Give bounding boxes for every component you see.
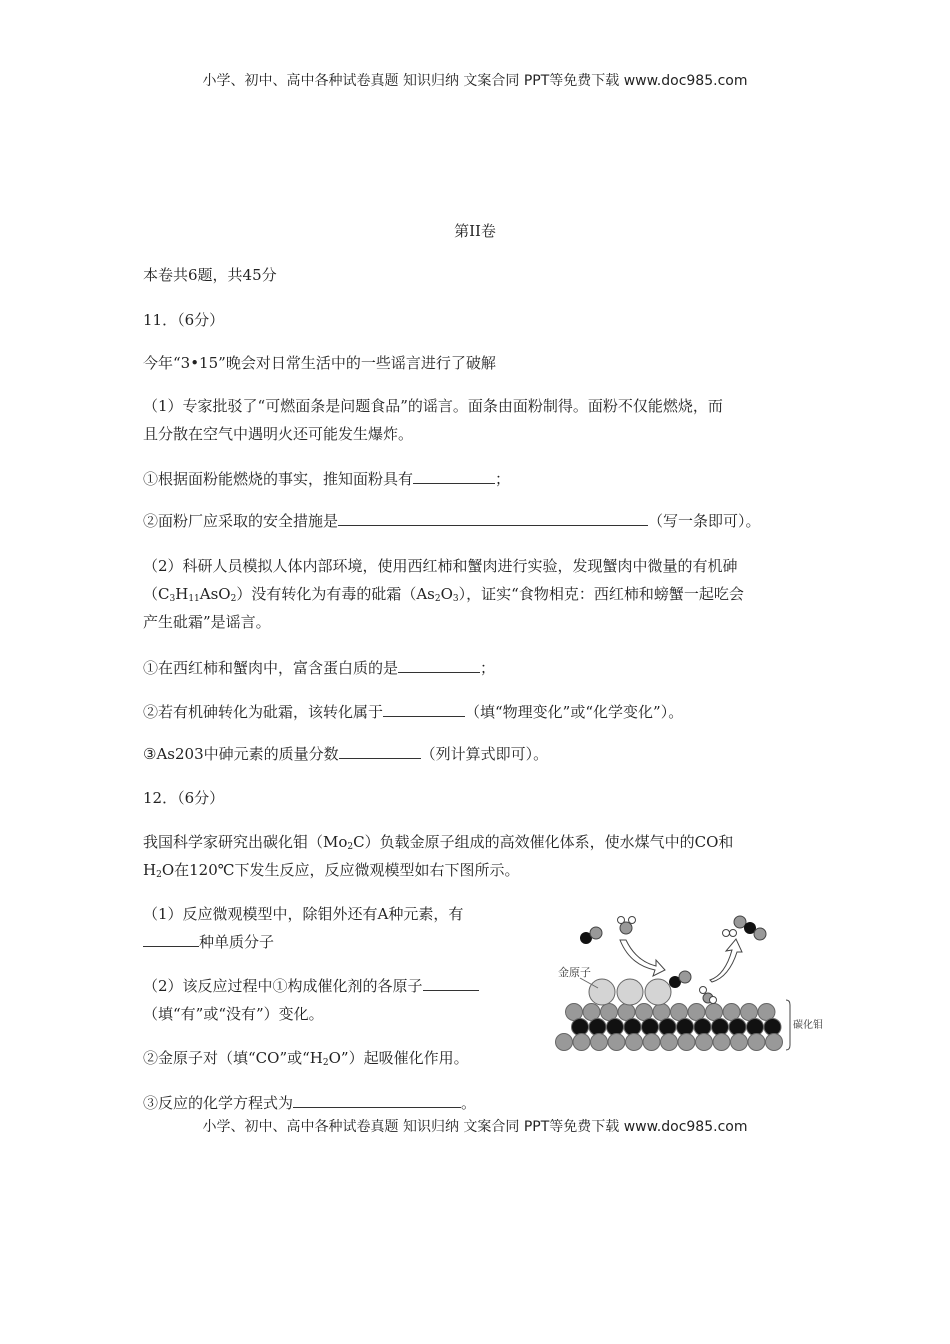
text: C）负载金原子组成的高效催化体系，使水煤气中的CO和 [353, 833, 734, 851]
atom [566, 1004, 583, 1021]
atom [671, 1004, 688, 1021]
answer-blank[interactable] [413, 469, 495, 484]
atom [618, 1004, 635, 1021]
text: （列计算式即可）。 [420, 745, 549, 763]
molybdenum-carbide-layers [556, 1004, 783, 1051]
atom [731, 1034, 748, 1051]
text: AsO [199, 585, 231, 603]
text: ③As203中砷元素的质量分数 [143, 745, 339, 763]
atom [766, 1034, 783, 1051]
atom [706, 1004, 723, 1021]
answer-blank[interactable] [293, 1093, 461, 1108]
atom [741, 1004, 758, 1021]
atom [636, 1004, 653, 1021]
atom [572, 1019, 589, 1036]
text: （填“物理变化”或“化学变化”）。 [465, 703, 684, 721]
atom [678, 1034, 695, 1051]
q11-p2-line3: 产生砒霜”是谣言。 [143, 613, 271, 631]
q11-p2-b [143, 702, 683, 722]
atom [748, 1034, 765, 1051]
text: O [440, 585, 453, 603]
subscript: 2 [156, 870, 162, 880]
atom [601, 1004, 618, 1021]
text: ； [480, 659, 496, 677]
atom [758, 1004, 775, 1021]
arrow-out-icon [710, 939, 742, 982]
atom [556, 1034, 573, 1051]
q11-p2-a [143, 658, 495, 678]
carbide-label: 碳化钼 [793, 1020, 823, 1031]
text: O”）起吸催化作用。 [328, 1049, 469, 1067]
text: ①在西红柿和蟹肉中，富含蛋白质的是 [143, 659, 399, 677]
reaction-model-figure [550, 900, 840, 1060]
arrow-in-icon [620, 940, 665, 976]
q11-p1-b [143, 511, 761, 531]
answer-blank[interactable] [398, 658, 480, 673]
subscript: 3 [452, 594, 459, 604]
atom [696, 1034, 713, 1051]
gold-atom-label: 金原子 [558, 966, 591, 979]
atom [589, 1019, 606, 1036]
atom [608, 1034, 625, 1051]
bracket [786, 1000, 790, 1050]
text: H [175, 585, 189, 603]
section-title: 第II卷 [454, 222, 496, 240]
atom [661, 1034, 678, 1051]
q11-number: 11．（6分） [143, 311, 225, 329]
atom [653, 1004, 670, 1021]
text: ②若有机砷转化为砒霜，该转化属于 [143, 703, 384, 721]
q12-p1-line2 [143, 932, 274, 952]
subscript: 2 [347, 842, 354, 852]
q12-number: 12．（6分） [143, 789, 225, 807]
q12-p2-line1 [143, 976, 479, 996]
q11-p2-c [143, 744, 548, 764]
answer-blank[interactable] [339, 744, 421, 759]
text: 种单质分子 [199, 933, 275, 951]
text: H [143, 861, 157, 879]
subscript: 2 [322, 1058, 329, 1068]
q12-p2-b [143, 1048, 469, 1073]
text: ②面粉厂应采取的安全措施是 [143, 512, 339, 530]
q12-stem-line1 [143, 832, 733, 857]
atom [713, 1034, 730, 1051]
q12-p1-line1: （1）反应微观模型中，除钼外还有A种元素，有 [143, 905, 464, 923]
atom [583, 1004, 600, 1021]
q11-stem: 今年“3•15”晚会对日常生活中的一些谣言进行了破解 [143, 354, 496, 372]
text: ），证实“食物相克：西红柿和螃蟹一起吃会 [458, 585, 744, 603]
text: ； [495, 470, 511, 488]
q11-p2-line2 [143, 584, 744, 609]
section-intro: 本卷共6题，共45分 [143, 266, 277, 284]
text: O在120℃下发生反应，反应微观模型如右下图所示。 [161, 861, 520, 879]
text: ③反应的化学方程式为 [143, 1094, 294, 1112]
text: 我国科学家研究出碳化钼（Mo [143, 833, 348, 851]
q11-p1-a [143, 469, 510, 489]
atom [688, 1004, 705, 1021]
atom [694, 1019, 711, 1036]
text: （写一条即可）。 [648, 512, 761, 530]
q11-p1-line2: 且分散在空气中遇明火还可能发生爆炸。 [143, 425, 414, 443]
text: ）没有转化为有毒的砒霜（As [236, 585, 435, 603]
page-footer: 小学、初中、高中各种试卷真题 知识归纳 文案合同 PPT等免费下载 www.doc985.com [202, 1119, 748, 1135]
q11-p2-line1: （2）科研人员模拟人体内部环境，使用西红柿和蟹肉进行实验，发现蟹肉中微量的有机砷 [143, 557, 738, 575]
q12-p2-line2: （填“有”或“没有”）变化。 [143, 1005, 324, 1023]
atom [723, 1004, 740, 1021]
atom [626, 1034, 643, 1051]
q12-p2-c [143, 1093, 476, 1113]
q12-stem-line2 [143, 860, 520, 885]
subscript: 2 [230, 594, 237, 604]
atom [624, 1019, 641, 1036]
atom [642, 1019, 659, 1036]
atom [729, 1019, 746, 1036]
page-header: 小学、初中、高中各种试卷真题 知识归纳 文案合同 PPT等免费下载 www.doc985.com [202, 73, 748, 89]
text: ②金原子对（填“CO”或“H [143, 1049, 323, 1067]
text: 。 [461, 1094, 477, 1112]
atom [677, 1019, 694, 1036]
gold-atoms [589, 979, 671, 1005]
q11-p1-line1: （1）专家批驳了“可燃面条是问题食品”的谣言。面条由面粉制得。面粉不仅能燃烧，而 [143, 397, 723, 415]
subscript: 11 [188, 594, 200, 604]
answer-blank[interactable] [338, 511, 648, 526]
text: （C [143, 585, 170, 603]
atom [764, 1019, 781, 1036]
subscript: 2 [434, 594, 441, 604]
answer-blank[interactable] [383, 702, 465, 717]
answer-blank[interactable] [143, 932, 199, 947]
atom [747, 1019, 764, 1036]
text: （2）该反应过程中①构成催化剂的各原子 [143, 977, 423, 995]
atom [712, 1019, 729, 1036]
atom [607, 1019, 624, 1036]
atom [591, 1034, 608, 1051]
atom [643, 1034, 660, 1051]
answer-blank[interactable] [423, 976, 479, 991]
subscript: 3 [169, 594, 176, 604]
text: ①根据面粉能燃烧的事实，推知面粉具有 [143, 470, 414, 488]
atom [659, 1019, 676, 1036]
atom [573, 1034, 590, 1051]
